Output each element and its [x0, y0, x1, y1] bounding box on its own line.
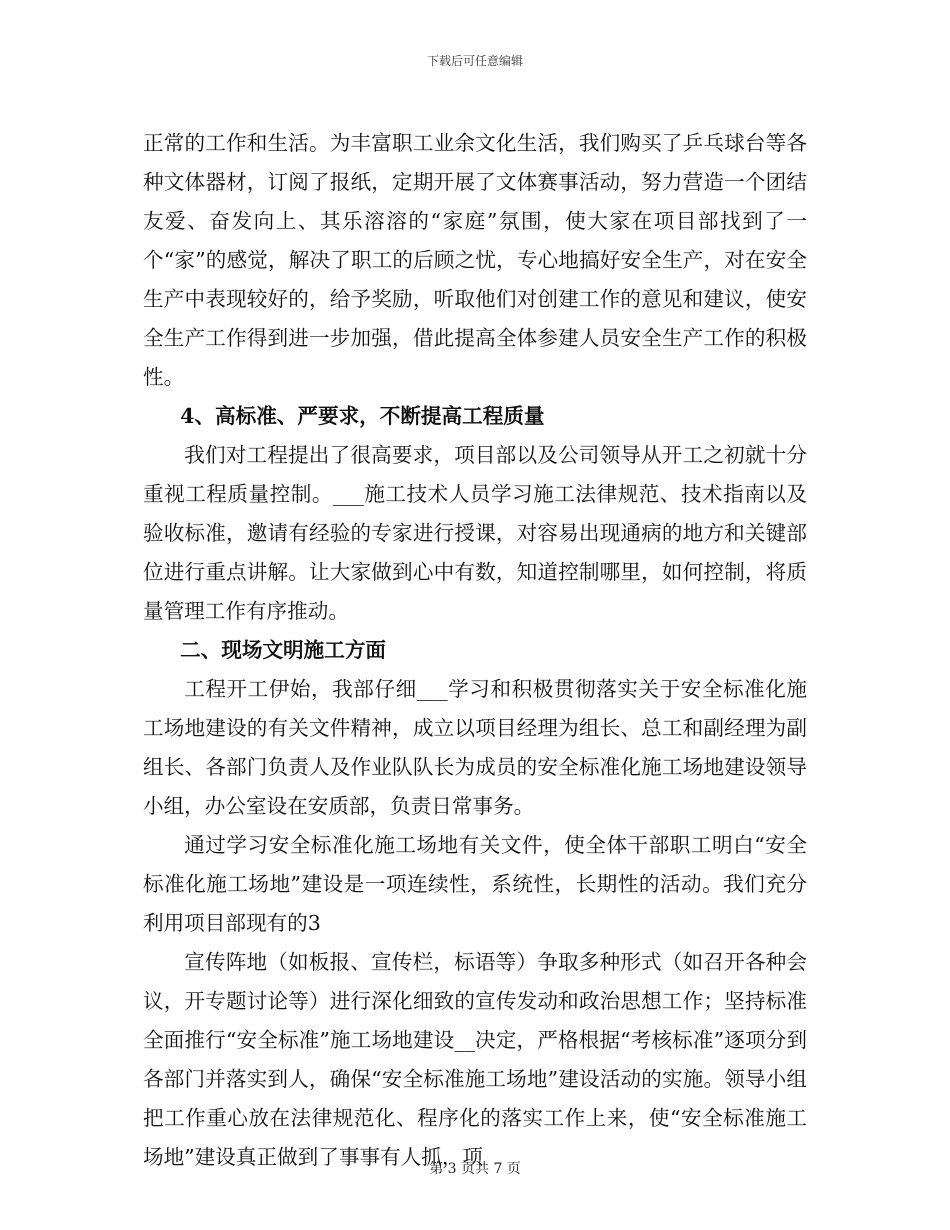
paragraph-5: 宣传阵地（如板报、宣传栏，标语等）争取多种形式（如召开各种会议，开专题讨论等）进行深化细致的宣传发动和政治思想工作；坚持标准全面推行“安全标准”施工场地建设__决定，严格根据“考核标准”逐项分到各部门并落实到人，确保“安全标准施工场地”建设活动的实施。领导小组把工作重心放在法律规范化、程序化的落实工作上来，使“安全标准施工场地”建设真正做到了事事有人抓，项: [143, 950, 807, 1169]
paragraph-1: 正常的工作和生活。为丰富职工业余文化生活，我们购买了乒乓球台等各种文体器材，订阅了报纸，定期开展了文体赛事活动，努力营造一个团结友爱、奋发向上、其乐溶溶的“家庭”氛围，使大家在项目部找到了一个“家”的感觉，解决了职工的后顾之忧，专心地搞好安全生产，对在安全生产中表现较好的，给予奖励，听取他们对创建工作的意见和建议，使安全生产工作得到进一步加强，借此提高全体参建人员安全生产工作的积极性。: [143, 131, 807, 389]
paragraph-4: 通过学习安全标准化施工场地有关文件，使全体干部职工明白“安全标准化施工场地”建设是一项连续性，系统性，长期性的活动。我们充分利用项目部现有的3: [143, 833, 807, 935]
document-body: [143, 124, 807, 1177]
section-heading-quality: 4、高标准、严要求，不断提高工程质量: [180, 404, 545, 428]
page-footer: 第 3 页共 7 页: [429, 1161, 521, 1177]
section-heading-civilized-construction: 二、现场文明施工方面: [180, 638, 387, 662]
paragraph-3: 工程开工伊始，我部仔细___学习和积极贯彻落实关于安全标准化施工场地建设的有关文件精神，成立以项目经理为组长、总工和副经理为副组长、各部门负责人及作业队队长为成员的安全标准化施工场地建设领导小组，办公室设在安质部，负责日常事务。: [143, 677, 807, 818]
paragraph-2: 我们对工程提出了很高要求，项目部以及公司领导从开工之初就十分重视工程质量控制。___施工技术人员学习施工法律规范、技术指南以及验收标准，邀请有经验的专家进行授课，对容易出现通病的地方和关键部位进行重点讲解。让大家做到心中有数，知道控制哪里，如何控制，将质量管理工作有序推动。: [143, 443, 807, 623]
page-header: 下载后可任意编辑: [426, 54, 523, 68]
